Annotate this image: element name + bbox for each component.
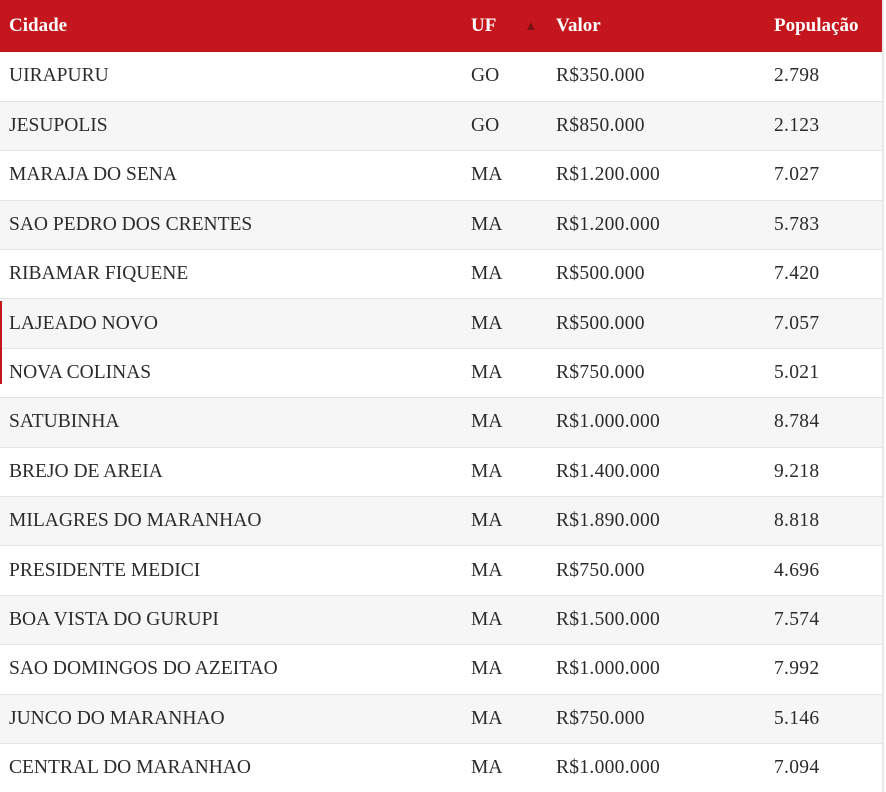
table-row bbox=[0, 743, 884, 792]
cell-cidade: JESUPOLIS bbox=[0, 101, 462, 150]
cell-uf: MA bbox=[462, 348, 547, 397]
table-row bbox=[0, 250, 884, 299]
cell-valor: R$1.000.000 bbox=[547, 645, 765, 694]
column-header-populacao-label: População bbox=[774, 15, 859, 36]
cell-populacao: 8.784 bbox=[765, 398, 884, 447]
cell-uf: MA bbox=[462, 546, 547, 595]
cell-cidade: CENTRAL DO MARANHAO bbox=[0, 743, 462, 792]
table-body bbox=[0, 52, 884, 792]
cell-populacao: 2.798 bbox=[765, 52, 884, 101]
cell-valor: R$750.000 bbox=[547, 694, 765, 743]
cell-uf: MA bbox=[462, 497, 547, 546]
cell-cidade: MARAJA DO SENA bbox=[0, 151, 462, 200]
cell-valor: R$850.000 bbox=[547, 101, 765, 150]
table-row bbox=[0, 595, 884, 644]
cell-populacao: 7.057 bbox=[765, 299, 884, 348]
cell-valor: R$750.000 bbox=[547, 546, 765, 595]
cell-cidade: NOVA COLINAS bbox=[0, 348, 462, 397]
table-row bbox=[0, 694, 884, 743]
cell-populacao: 4.696 bbox=[765, 546, 884, 595]
column-header-valor-label: Valor bbox=[556, 15, 601, 36]
column-header-cidade[interactable] bbox=[0, 0, 462, 52]
cell-uf: MA bbox=[462, 151, 547, 200]
cell-populacao: 9.218 bbox=[765, 447, 884, 496]
cell-populacao: 7.420 bbox=[765, 250, 884, 299]
cell-cidade: SAO PEDRO DOS CRENTES bbox=[0, 200, 462, 249]
cell-populacao: 2.123 bbox=[765, 101, 884, 150]
table-row bbox=[0, 645, 884, 694]
cell-cidade: PRESIDENTE MEDICI bbox=[0, 546, 462, 595]
cell-valor: R$1.000.000 bbox=[547, 743, 765, 792]
cell-cidade: UIRAPURU bbox=[0, 52, 462, 101]
table-row bbox=[0, 348, 884, 397]
header-row bbox=[0, 0, 884, 52]
cell-uf: MA bbox=[462, 398, 547, 447]
cell-populacao: 7.992 bbox=[765, 645, 884, 694]
cell-valor: R$1.000.000 bbox=[547, 398, 765, 447]
cell-populacao: 7.574 bbox=[765, 595, 884, 644]
cell-populacao: 5.021 bbox=[765, 348, 884, 397]
cell-valor: R$500.000 bbox=[547, 250, 765, 299]
table-row bbox=[0, 546, 884, 595]
cell-valor: R$1.890.000 bbox=[547, 497, 765, 546]
cell-populacao: 7.027 bbox=[765, 151, 884, 200]
table-row bbox=[0, 101, 884, 150]
column-header-uf[interactable] bbox=[462, 0, 547, 52]
cell-uf: GO bbox=[462, 52, 547, 101]
cell-cidade: RIBAMAR FIQUENE bbox=[0, 250, 462, 299]
cell-cidade: BOA VISTA DO GURUPI bbox=[0, 595, 462, 644]
table-row bbox=[0, 151, 884, 200]
cell-cidade: SAO DOMINGOS DO AZEITAO bbox=[0, 645, 462, 694]
cell-populacao: 8.818 bbox=[765, 497, 884, 546]
table-row bbox=[0, 52, 884, 101]
table-row bbox=[0, 200, 884, 249]
cell-uf: MA bbox=[462, 694, 547, 743]
cell-cidade: SATUBINHA bbox=[0, 398, 462, 447]
cell-valor: R$1.400.000 bbox=[547, 447, 765, 496]
cell-cidade: JUNCO DO MARANHAO bbox=[0, 694, 462, 743]
table-row bbox=[0, 398, 884, 447]
cell-cidade: BREJO DE AREIA bbox=[0, 447, 462, 496]
cell-uf: MA bbox=[462, 595, 547, 644]
column-header-valor[interactable] bbox=[547, 0, 765, 52]
sort-ascending-icon[interactable]: ▲ bbox=[524, 18, 538, 33]
cell-valor: R$750.000 bbox=[547, 348, 765, 397]
cell-valor: R$1.200.000 bbox=[547, 151, 765, 200]
cell-uf: MA bbox=[462, 250, 547, 299]
cell-uf: MA bbox=[462, 299, 547, 348]
table-row bbox=[0, 447, 884, 496]
cell-valor: R$350.000 bbox=[547, 52, 765, 101]
cell-uf: MA bbox=[462, 447, 547, 496]
cell-uf: MA bbox=[462, 743, 547, 792]
cell-valor: R$1.200.000 bbox=[547, 200, 765, 249]
column-header-cidade-label: Cidade bbox=[9, 15, 68, 36]
cell-uf: MA bbox=[462, 645, 547, 694]
cell-populacao: 5.146 bbox=[765, 694, 884, 743]
table-header bbox=[0, 0, 884, 52]
table-right-border bbox=[882, 0, 884, 792]
cell-uf: MA bbox=[462, 200, 547, 249]
cell-cidade: MILAGRES DO MARANHAO bbox=[0, 497, 462, 546]
cell-valor: R$1.500.000 bbox=[547, 595, 765, 644]
column-header-populacao[interactable] bbox=[765, 0, 884, 52]
cell-uf: GO bbox=[462, 101, 547, 150]
column-header-uf-label: UF bbox=[471, 15, 497, 36]
row-highlight-marker bbox=[0, 301, 2, 384]
cell-populacao: 5.783 bbox=[765, 200, 884, 249]
table-row bbox=[0, 299, 884, 348]
cell-populacao: 7.094 bbox=[765, 743, 884, 792]
cell-cidade: LAJEADO NOVO bbox=[0, 299, 462, 348]
table-row bbox=[0, 497, 884, 546]
cell-valor: R$500.000 bbox=[547, 299, 765, 348]
